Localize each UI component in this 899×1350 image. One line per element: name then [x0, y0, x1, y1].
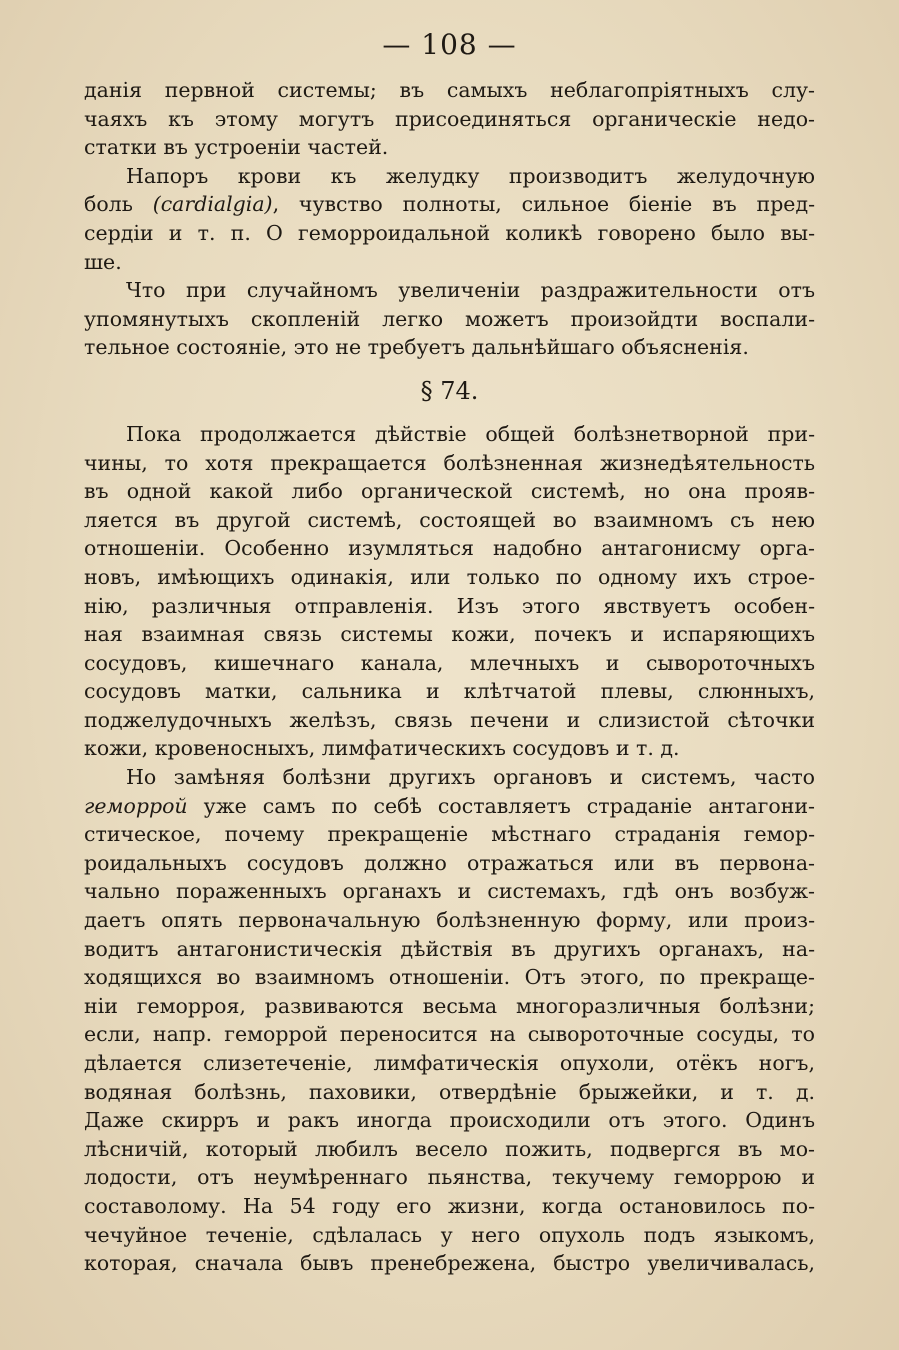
paragraph-inflammation	[84, 276, 815, 362]
text-span: боль	[84, 192, 153, 217]
text-line: Но замѣняя болѣзни другихъ органовъ и системъ, часто	[126, 765, 815, 790]
text-line: ніи геморроя, развиваются весьма многоразличныя болѣзни;	[84, 993, 815, 1018]
text-line: ляется въ другой системѣ, состоящей во взаимномъ съ нею	[84, 507, 815, 532]
text-line: статки въ устроеніи частей.	[84, 135, 389, 160]
text-line: чины, то хотя прекращается болѣзненная жизнедѣятельность	[84, 450, 815, 475]
text-line: дѣлается слизетеченіе, лимфатическія опухоли, отёкъ ногъ,	[84, 1051, 815, 1075]
text-line: сердіи и т. п. О геморроидальной коликѣ говорено было вы-	[84, 220, 815, 245]
text-span: , чувство полноты, сильное біеніе въ пред-	[272, 192, 815, 217]
text-line: ходящихся во взаимномъ отношеніи. Отъ этого, по прекраще-	[84, 965, 815, 990]
text-line: отношеніи. Особенно изумляться надобно антагонисму орга-	[84, 536, 815, 561]
text-line: тельное состояніе, это не требуетъ дальнѣйшаго объясненія.	[84, 335, 749, 360]
text-line: роидальныхъ сосудовъ должно отражаться или въ первона-	[84, 850, 815, 875]
text-line: поджелудочныхъ желѣзъ, связь печени и слизистой сѣточки	[84, 707, 815, 732]
text-line: сосудовъ, кишечнаго канала, млечныхъ и сывороточныхъ	[84, 650, 815, 675]
text-line: составолому. На 54 году его жизни, когда остановилось по-	[84, 1193, 815, 1218]
text-line: лодости, отъ неумѣреннаго пьянства, текучему геморрою и	[84, 1165, 815, 1190]
text-line: чечуйное теченіе, сдѣлалась у него опухоль подъ языкомъ,	[84, 1222, 815, 1247]
text-line: чально пораженныхъ органахъ и системахъ, гдѣ онъ возбуж-	[84, 879, 815, 904]
text-line: которая, сначала бывъ пренебрежена, быстро увеличивалась,	[84, 1251, 815, 1276]
text-line: Что при случайномъ увеличеніи раздражительности отъ	[126, 278, 815, 303]
text-column	[84, 76, 815, 1278]
text-line: водяная болѣзнь, паховики, отвердѣніе брыжейки, и т. д.	[84, 1079, 815, 1104]
text-line: Пока продолжается дѣйствіе общей болѣзнетворной при-	[126, 421, 815, 446]
text-line: если, напр. геморрой переносится на сывороточные сосуды, то	[84, 1022, 815, 1047]
paragraph-antagonism	[84, 420, 815, 763]
latin-term: (cardialgia)	[152, 192, 273, 217]
paragraph-hemorrhoid	[84, 763, 815, 1278]
text-line: лѣсничій, который любилъ весело пожить, подвергся въ мо-	[84, 1136, 815, 1161]
section-heading: § 74.	[420, 376, 479, 405]
text-line: данія первной системы; въ самыхъ неблагопріятныхъ слу-	[84, 78, 815, 102]
text-line: Даже скирръ и ракъ иногда происходили отъ этого. Одинъ	[84, 1108, 815, 1133]
text-line: кожи, кровеносныхъ, лимфатическихъ сосудовъ и т. д.	[84, 736, 680, 761]
text-line: новъ, имѣющихъ одинакія, или только по одному ихъ строе-	[84, 564, 815, 589]
text-line: упомянутыхъ скопленій легко можетъ произойдти воспали-	[84, 306, 815, 331]
text-span: уже самъ по себѣ составляетъ страданіе антагони-	[187, 793, 815, 818]
text-line: чаяхъ къ этому могутъ присоединяться органическіе недо-	[84, 106, 815, 131]
italic-term: геморрой	[84, 793, 188, 818]
text-line: сосудовъ матки, сальника и клѣтчатой плевы, слюнныхъ,	[84, 679, 815, 704]
text-line: нію, различныя отправленія. Изъ этого явствуетъ особен-	[84, 593, 815, 618]
text-line: водитъ антагонистическія дѣйствія въ другихъ органахъ, на-	[84, 936, 815, 961]
page-number: — 108 —	[382, 28, 517, 61]
text-line: даетъ опять первоначальную болѣзненную форму, или произ-	[84, 908, 815, 933]
text-line	[84, 792, 815, 821]
text-line: Напоръ крови къ желудку производитъ желудочную	[126, 163, 815, 188]
paragraph-blood-pressure	[84, 162, 815, 276]
text-line: ше.	[84, 249, 122, 274]
text-line: въ одной какой либо органической системѣ, но она прояв-	[84, 479, 815, 504]
paragraph-continuation	[84, 76, 815, 162]
text-line: стическое, почему прекращеніе мѣстнаго страданія гемор-	[84, 822, 815, 847]
text-line: ная взаимная связь системы кожи, почекъ и испаряющихъ	[84, 622, 815, 647]
text-line	[84, 190, 815, 219]
